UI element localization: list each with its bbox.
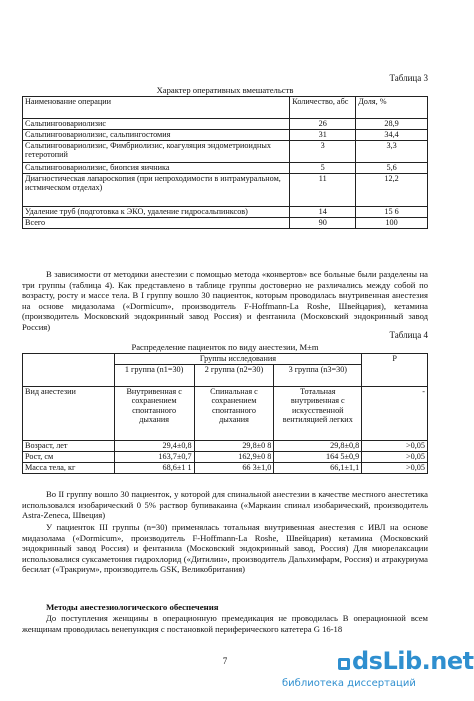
- row-label: Масса тела, кг: [23, 463, 115, 474]
- table-cell: 164 5±0,9: [274, 452, 362, 463]
- table-cell: 34,4: [356, 130, 428, 141]
- operations-table: [22, 96, 428, 229]
- table-row: [23, 130, 428, 141]
- table-cell: Сальпингоовариолизис, Фимбриолизис, коагуляция эндометриоидных гетеротопий: [23, 141, 290, 163]
- table-cell: 29,8±0,8: [274, 441, 362, 452]
- header-p: P: [362, 354, 428, 387]
- table-cell: 163,7±0,7: [114, 452, 194, 463]
- table-row: [23, 463, 428, 474]
- table4-label: Таблица 4: [389, 330, 428, 340]
- header-cell-empty: [23, 354, 115, 387]
- table-cell: 5: [290, 163, 356, 174]
- table-row-total: [23, 218, 428, 229]
- table-cell: Сальпингоовариолизис: [23, 119, 290, 130]
- row-label: Возраст, лет: [23, 441, 115, 452]
- dslib-logo-icon: [338, 658, 350, 670]
- header-cell: Наименование операции: [23, 97, 290, 119]
- table-cell: 14: [290, 207, 356, 218]
- table-cell: >0,05: [362, 441, 428, 452]
- table-cell: 100: [356, 218, 428, 229]
- table3-label: Таблица 3: [389, 73, 428, 83]
- table-cell: 5,6: [356, 163, 428, 174]
- table-header-row: [23, 97, 428, 119]
- table-row: [23, 119, 428, 130]
- table-cell: Сальпингоовариолизис, биопсия яичника: [23, 163, 290, 174]
- page-number: 7: [222, 656, 228, 666]
- watermark-brand: dsLib.net: [352, 647, 474, 675]
- group-header: 2 группа (n2=30): [194, 365, 274, 387]
- table-cell: 68,6±1 1: [114, 463, 194, 474]
- table-header-row: [23, 354, 428, 365]
- table-cell: -: [362, 387, 428, 441]
- body-paragraph: Во II группу вошло 30 пациенток, у которой для спинальной анестезии в качестве местного анестетика использовался изобарический 0 5% раствор бупивакаина («Маркаин спинал изобарический, производитель Astra-Zeneca, Швеция): [22, 489, 428, 521]
- table-cell: Сальпингоовариолизис, сальпингостомия: [23, 130, 290, 141]
- table-cell: 66,1±1,1: [274, 463, 362, 474]
- table4-title: Распределение пациенток по виду анестезии, M±m: [131, 342, 319, 352]
- table-row: [23, 163, 428, 174]
- group-header: 1 группа (n1=30): [114, 365, 194, 387]
- table-cell: 29,4±0,8: [114, 441, 194, 452]
- table-row: [23, 207, 428, 218]
- table-row: [23, 174, 428, 207]
- table-row: [23, 452, 428, 463]
- table-row: [23, 441, 428, 452]
- header-cell: Доля, %: [356, 97, 428, 119]
- body-paragraph: В зависимости от методики анестезии с помощью метода «конвертов» все больные были разделены на три группы (таблица 4). Как представлено в таблице группы достоверно не различались между собой по возрасту, росту и массе тела. В I группу вошло 30 пациенток, которым проводилась внутривенная анестезия на основе мидазолама («Dormicum», производитель F-Hoffmann-La Roshe, Швейцария), кетамина (производитель Московский эндокринный завод Россия) и фентанила (Московский эндокринный завод Россия): [22, 269, 428, 332]
- table-cell: 11: [290, 174, 356, 207]
- body-paragraph: У пациенток III группы (n=30) применялась тотальная внутривенная анестезия с ИВЛ на основе мидазолама («Dormicum», производитель F-Hoffmann-La Roshe, Швейцария) кетамина (Московский эндокринный завод Россия) и фентанила (Московский эндокринный завод, Россия) Для миорелаксации использовалися суксаметония гидрохлорид («Дитилин», производитель Дальхимфарм, Россия) и атракуриума бесилат («Тракриум», производитель GSK, Великобритания): [22, 522, 428, 575]
- table-cell: 15 6: [356, 207, 428, 218]
- table-cell: Внутривенная с сохранением спонтанного дыхания: [114, 387, 194, 441]
- row-label: Рост, см: [23, 452, 115, 463]
- table-row: [23, 387, 428, 441]
- table-cell: 90: [290, 218, 356, 229]
- table-cell: Удаление труб (подготовка к ЭКО, удаление гидросальпинксов): [23, 207, 290, 218]
- table-cell: 12,2: [356, 174, 428, 207]
- table3-title: Характер оперативных вмешательств: [156, 85, 294, 95]
- table-cell: 26: [290, 119, 356, 130]
- table-cell: Тотальная внутривенная с искусственной вентиляцией легких: [274, 387, 362, 441]
- table-cell: 29,8±0 8: [194, 441, 274, 452]
- watermark-subtitle: библиотека диссертаций: [282, 678, 416, 689]
- section-title: Методы анестезиологического обеспечения: [46, 602, 219, 612]
- table-cell: 3,3: [356, 141, 428, 163]
- table-cell: Всего: [23, 218, 290, 229]
- header-groups: Группы исследования: [114, 354, 362, 365]
- row-label: Вид анестезии: [23, 387, 115, 441]
- table-cell: 31: [290, 130, 356, 141]
- table-row: [23, 141, 428, 163]
- table-cell: >0,05: [362, 452, 428, 463]
- table-cell: >0,05: [362, 463, 428, 474]
- anesthesia-table: [22, 353, 428, 474]
- body-paragraph: До поступления женщины в операционную премедикация не проводилась В операционной всем женщинам проводилась венепункция с постановкой периферического катетера G 16-18: [22, 613, 428, 634]
- table-cell: 66 3±1,0: [194, 463, 274, 474]
- group-header: 3 группа (n3=30): [274, 365, 362, 387]
- table-cell: Спинальная с сохранением спонтанного дыхания: [194, 387, 274, 441]
- table-cell: Диагностическая лапароскопия (при непроходимости в интрамуральном, истмическом отделах): [23, 174, 290, 207]
- header-cell: Количество, абс: [290, 97, 356, 119]
- table-cell: 162,9±0 8: [194, 452, 274, 463]
- table-cell: 28,9: [356, 119, 428, 130]
- table-cell: 3: [290, 141, 356, 163]
